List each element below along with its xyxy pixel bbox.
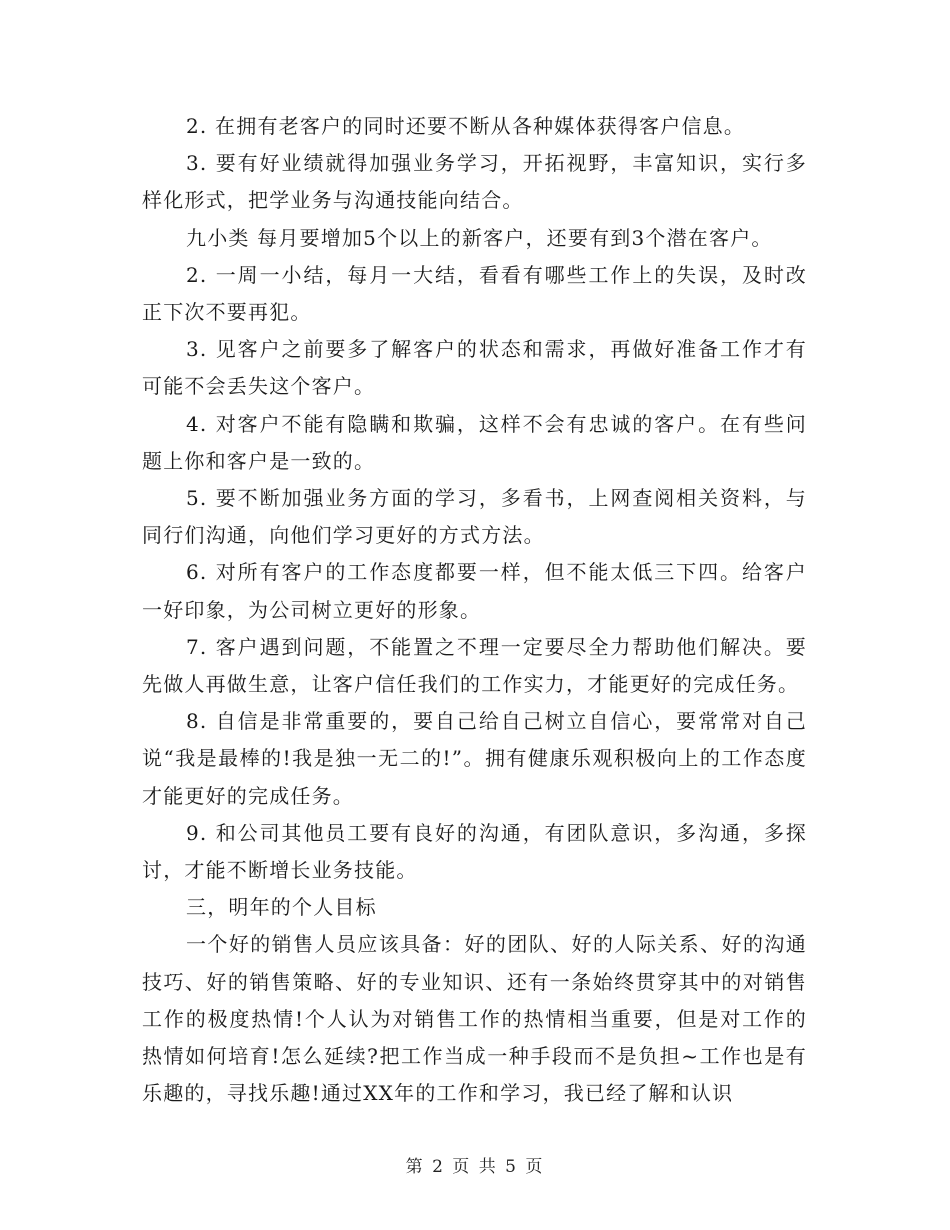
paragraph: 4. 对客户不能有隐瞒和欺骗，这样不会有忠诚的客户。在有些问题上你和客户是一致的。 xyxy=(142,411,807,473)
paragraph: 9. 和公司其他员工要有良好的沟通，有团队意识，多沟通，多探讨，才能不断增长业务技能。 xyxy=(142,820,807,883)
paragraph: 3. 见客户之前要多了解客户的状态和需求，再做好准备工作才有可能不会丢失这个客户。 xyxy=(142,337,807,399)
paragraph: 6. 对所有客户的工作态度都要一样，但不能太低三下四。给客户一好印象，为公司树立更好的形象。 xyxy=(142,560,807,622)
paragraph: 8. 自信是非常重要的，要自己给自己树立自信心，要常常对自己说“我是最棒的!我是独一无二的!”。拥有健康乐观积极向上的工作态度才能更好的完成任务。 xyxy=(142,709,807,808)
paragraph: 2. 一周一小结，每月一大结，看看有哪些工作上的失误，及时改正下次不要再犯。 xyxy=(142,262,807,325)
section-heading: 三，明年的个人目标 xyxy=(186,895,377,920)
document-body xyxy=(142,108,807,1112)
paragraph: 一个好的销售人员应该具备：好的团队、好的人际关系、好的沟通技巧、好的销售策略、好的专业知识、还有一条始终贯穿其中的对销售工作的极度热情!个人认为对销售工作的热情相当重要，但是对工作的热情如何培育!怎么延续?把工作当成一种手段而不是负担~工作也是有乐趣的，寻找乐趣!通过XX年的工作和学习，我已经了解和认识 xyxy=(142,932,807,1106)
paragraph: 2. 在拥有老客户的同时还要不断从各种媒体获得客户信息。 xyxy=(186,114,746,138)
paragraph: 九小类 每月要增加5个以上的新客户，还要有到3个潜在客户。 xyxy=(186,225,773,250)
paragraph: 7. 客户遇到问题，不能置之不理一定要尽全力帮助他们解决。要先做人再做生意，让客户信任我们的工作实力，才能更好的完成任务。 xyxy=(142,634,807,697)
page-footer: 第 2 页 共 5 页 xyxy=(405,1157,545,1177)
paragraph: 3. 要有好业绩就得加强业务学习，开拓视野，丰富知识，实行多样化形式，把学业务与沟通技能向结合。 xyxy=(142,151,807,213)
paragraph: 5. 要不断加强业务方面的学习，多看书，上网查阅相关资料，与同行们沟通，向他们学习更好的方式方法。 xyxy=(142,486,807,548)
